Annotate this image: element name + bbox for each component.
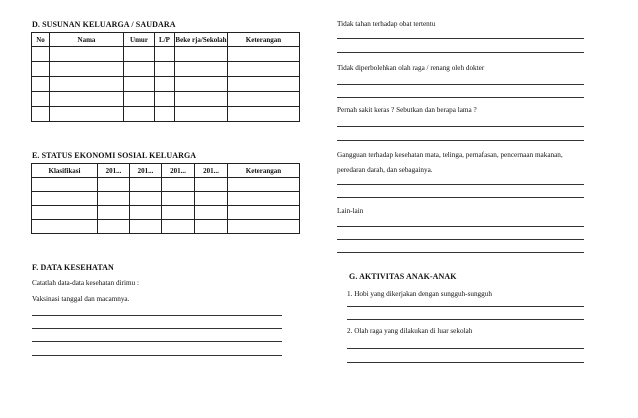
table-cell[interactable] (228, 92, 300, 107)
economic-table-header (32, 164, 300, 178)
col-year-3: 201... (162, 164, 195, 178)
sport-restriction-line-1[interactable] (337, 84, 584, 85)
other-line-3[interactable] (337, 252, 584, 253)
table-cell[interactable] (32, 192, 98, 206)
table-cell[interactable] (98, 192, 130, 206)
col-year-2: 201... (130, 164, 162, 178)
table-cell[interactable] (155, 92, 175, 107)
table-cell[interactable] (195, 178, 228, 192)
col-keterangan: Keterangan (228, 164, 300, 178)
vaccination-line-4[interactable] (32, 355, 282, 356)
table-cell[interactable] (32, 178, 98, 192)
table-cell[interactable] (228, 206, 300, 220)
family-table (31, 32, 300, 122)
sport-restriction-line-2[interactable] (337, 97, 584, 98)
hobby-line-1[interactable] (347, 306, 584, 307)
health-disorder-label-2: peredaran darah, dan sebagainya. (337, 166, 433, 174)
table-row (32, 192, 300, 206)
table-cell[interactable] (124, 107, 155, 122)
table-row (32, 220, 300, 234)
table-cell[interactable] (50, 92, 124, 107)
table-cell[interactable] (124, 92, 155, 107)
table-cell[interactable] (32, 92, 50, 107)
section-g-title: G. AKTIVITAS ANAK-ANAK (349, 272, 457, 281)
vaccination-line-2[interactable] (32, 328, 282, 329)
table-cell[interactable] (162, 220, 195, 234)
section-d-title: D. SUSUNAN KELUARGA / SAUDARA (32, 20, 176, 29)
table-cell[interactable] (124, 77, 155, 92)
table-cell[interactable] (98, 178, 130, 192)
health-disorder-line-1[interactable] (337, 184, 584, 185)
table-cell[interactable] (155, 47, 175, 62)
hobby-line-2[interactable] (347, 319, 584, 320)
table-row (32, 178, 300, 192)
col-year-4: 201... (195, 164, 228, 178)
table-cell[interactable] (130, 192, 162, 206)
table-cell[interactable] (228, 178, 300, 192)
table-cell[interactable] (130, 178, 162, 192)
table-cell[interactable] (195, 192, 228, 206)
serious-illness-line-2[interactable] (337, 140, 584, 141)
table-row (32, 206, 300, 220)
table-cell[interactable] (228, 62, 300, 77)
table-cell[interactable] (50, 47, 124, 62)
table-cell[interactable] (162, 192, 195, 206)
col-keterangan: Keterangan (228, 33, 300, 47)
section-e-title: E. STATUS EKONOMI SOSIAL KELUARGA (32, 151, 197, 160)
health-disorder-line-2[interactable] (337, 197, 584, 198)
section-f-title: F. DATA KESEHATAN (32, 263, 114, 272)
hobby-label: 1. Hobi yang dikerjakan dengan sungguh-sungguh (347, 290, 492, 298)
table-cell[interactable] (175, 47, 228, 62)
sport-restriction-label: Tidak diperbolehkan olah raga / renang oleh dokter (337, 64, 485, 72)
table-cell[interactable] (98, 206, 130, 220)
table-cell[interactable] (195, 220, 228, 234)
table-cell[interactable] (98, 220, 130, 234)
drug-intolerance-line-1[interactable] (337, 38, 584, 39)
table-cell[interactable] (32, 47, 50, 62)
health-instruction: Catatlah data-data kesehatan dirimu : (32, 279, 139, 287)
col-no: No (32, 33, 50, 47)
table-cell[interactable] (155, 77, 175, 92)
table-cell[interactable] (32, 62, 50, 77)
sport-outside-label: 2. Olah raga yang dilakukan di luar sekolah (347, 327, 473, 335)
sport-outside-line-2[interactable] (347, 362, 584, 363)
other-line-2[interactable] (337, 239, 584, 240)
table-cell[interactable] (32, 220, 98, 234)
table-cell[interactable] (130, 206, 162, 220)
table-cell[interactable] (175, 107, 228, 122)
col-umur: Umur (124, 33, 155, 47)
table-cell[interactable] (124, 62, 155, 77)
family-table-header (32, 33, 300, 47)
table-cell[interactable] (175, 92, 228, 107)
table-row (32, 107, 300, 122)
table-cell[interactable] (228, 192, 300, 206)
serious-illness-line-1[interactable] (337, 126, 584, 127)
table-cell[interactable] (175, 62, 228, 77)
table-row (32, 92, 300, 107)
table-cell[interactable] (50, 77, 124, 92)
table-cell[interactable] (32, 206, 98, 220)
table-cell[interactable] (130, 220, 162, 234)
table-cell[interactable] (228, 47, 300, 62)
table-row (32, 62, 300, 77)
other-label: Lain-lain (337, 207, 364, 215)
vaccination-line-3[interactable] (32, 341, 282, 342)
table-cell[interactable] (155, 62, 175, 77)
col-year-1: 201... (98, 164, 130, 178)
table-cell[interactable] (228, 77, 300, 92)
table-cell[interactable] (155, 107, 175, 122)
table-cell[interactable] (124, 47, 155, 62)
table-row (32, 47, 300, 62)
vaccination-label: Vaksinasi tanggal dan macamnya. (32, 295, 130, 303)
serious-illness-label: Pernah sakit keras ? Sebutkan dan berapa lama ? (337, 106, 477, 114)
table-cell[interactable] (162, 178, 195, 192)
other-line-1[interactable] (337, 226, 584, 227)
col-nama: Nama (50, 33, 124, 47)
drug-intolerance-label: Tidak tahan terhadap obat tertentu (337, 20, 436, 28)
table-cell[interactable] (162, 206, 195, 220)
vaccination-line-1[interactable] (32, 315, 282, 316)
sport-outside-line-1[interactable] (347, 348, 584, 349)
col-pekerjaan: Beke rja/Sekolah (175, 33, 228, 47)
health-disorder-label: Gangguan terhadap kesehatan mata, telinga, pernafasan, pencernaan makanan, (337, 151, 563, 159)
table-cell[interactable] (32, 107, 50, 122)
table-cell[interactable] (50, 62, 124, 77)
table-row (32, 77, 300, 92)
table-cell[interactable] (228, 107, 300, 122)
table-cell[interactable] (32, 77, 50, 92)
table-cell[interactable] (50, 107, 124, 122)
col-klasifikasi: Klasifikasi (32, 164, 98, 178)
economic-table (31, 163, 300, 234)
table-cell[interactable] (175, 77, 228, 92)
col-lp: L/P (155, 33, 175, 47)
table-cell[interactable] (228, 220, 300, 234)
drug-intolerance-line-2[interactable] (337, 52, 584, 53)
table-cell[interactable] (195, 206, 228, 220)
